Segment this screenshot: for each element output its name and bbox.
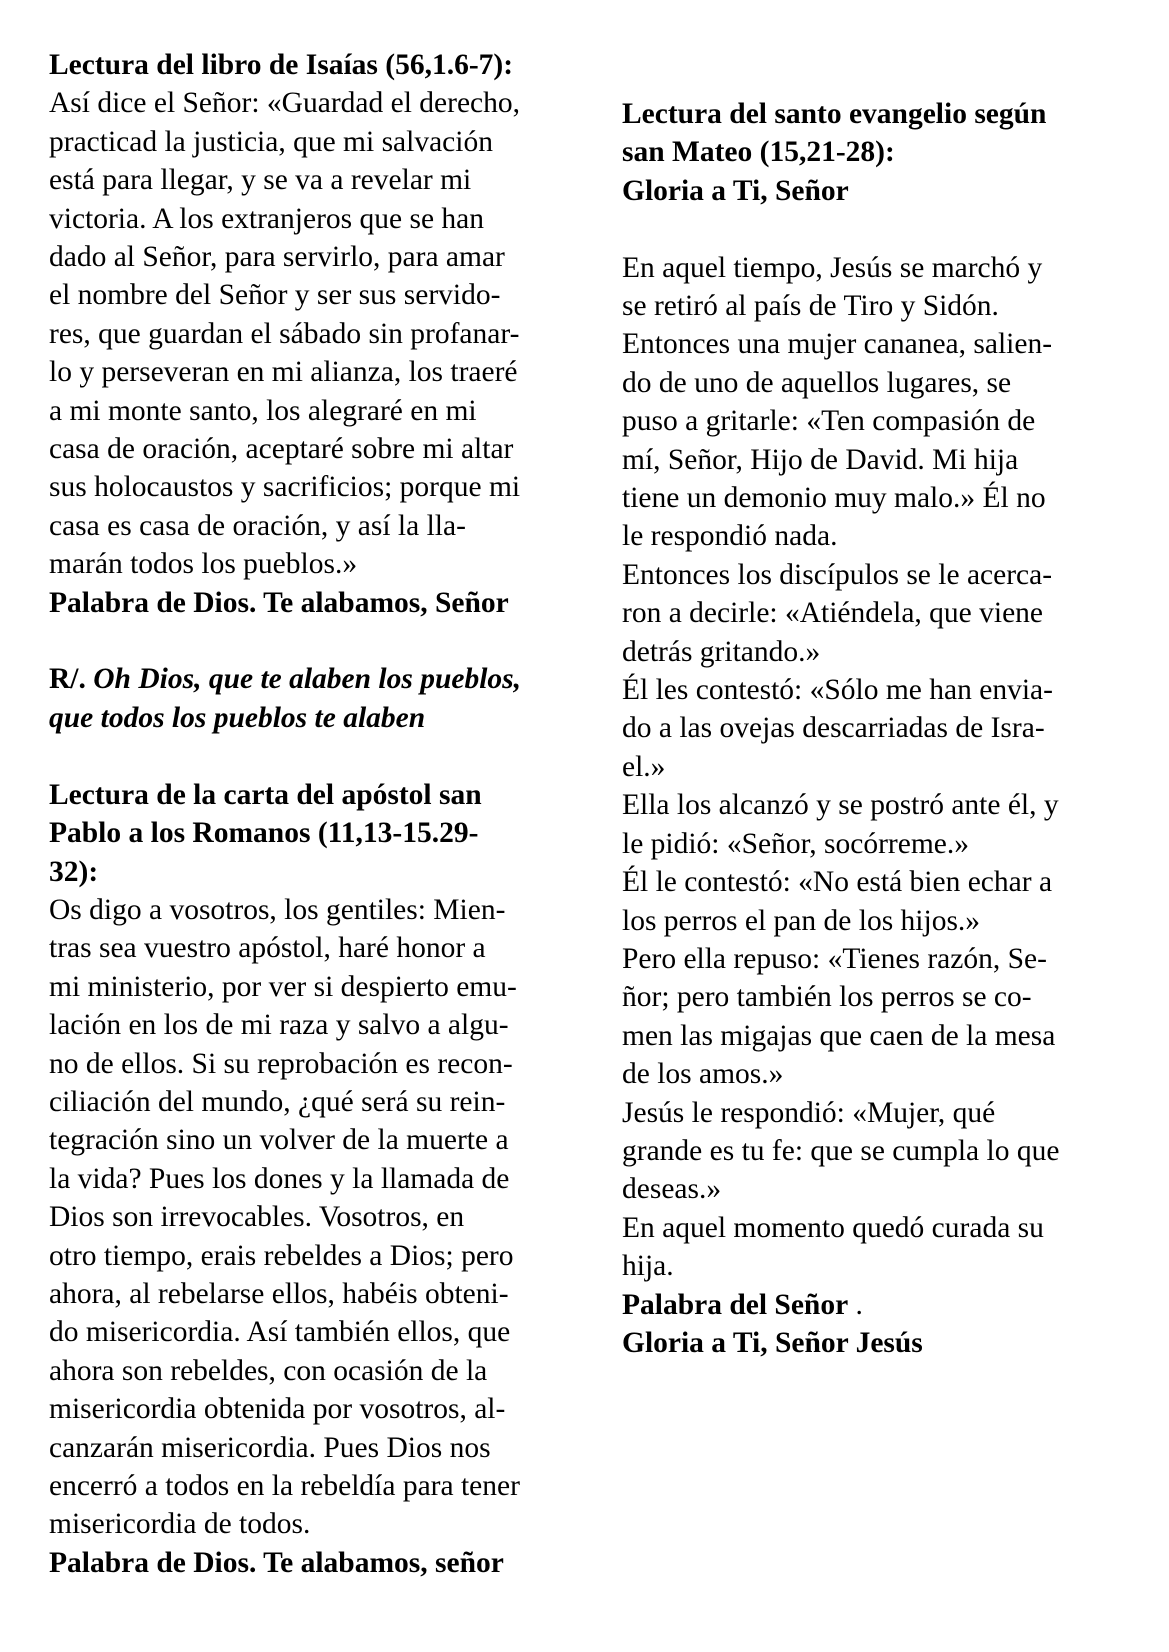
romanos-line: no de ellos. Si su reprobación es recon- xyxy=(49,1047,513,1080)
isaias-line: res, que guardan el sábado sin profanar- xyxy=(49,317,520,350)
romanos-heading-line: Lectura de la carta del apóstol san xyxy=(49,778,482,811)
left-column xyxy=(49,46,609,1582)
romanos-line: misericordia obtenida por vosotros, al- xyxy=(49,1393,506,1426)
isaias-line: dado al Señor, para servirlo, para amar xyxy=(49,241,505,274)
evangelio-line: detrás gritando.» xyxy=(622,635,821,668)
romanos-line: Dios son irrevocables. Vosotros, en xyxy=(49,1201,465,1234)
evangelio-line: Entonces una mujer cananea, salien- xyxy=(622,328,1053,361)
evangelio-body xyxy=(622,249,1142,1286)
evangelio-line: do a las ovejas descarriadas de Isra- xyxy=(622,712,1045,745)
romanos-line: otro tiempo, erais rebeldes a Dios; pero xyxy=(49,1239,514,1272)
isaias-line: el nombre del Señor y ser sus servido- xyxy=(49,279,501,312)
evangelio-line: En aquel tiempo, Jesús se marchó y xyxy=(622,251,1043,284)
evangelio-line: En aquel momento quedó curada su xyxy=(622,1211,1044,1244)
evangelio-line: los perros el pan de los hijos.» xyxy=(622,904,981,937)
romanos-heading-line: 32): xyxy=(49,855,99,888)
evangelio-heading-line: Lectura del santo evangelio según xyxy=(622,98,1047,130)
evangelio-line: tiene un demonio muy malo.» Él no xyxy=(622,482,1046,515)
salmo-prefix: R/. xyxy=(49,663,86,696)
spacer xyxy=(622,210,1142,248)
isaias-line: marán todos los pueblos.» xyxy=(49,548,358,581)
isaias-line: a mi monte santo, los alegraré en mi xyxy=(49,394,477,427)
isaias-line: casa de oración, aceptaré sobre mi altar xyxy=(49,433,514,466)
isaias-body xyxy=(49,84,609,583)
romanos-line: la vida? Pues los dones y la llamada de xyxy=(49,1162,510,1195)
romanos-line: mi ministerio, por ver si despierto emu- xyxy=(49,970,517,1003)
romanos-line: ahora, al rebelarse ellos, habéis obteni- xyxy=(49,1277,509,1310)
romanos-line: canzarán misericordia. Pues Dios nos xyxy=(49,1431,491,1464)
evangelio-closing-tail: . xyxy=(848,1288,863,1321)
romanos-body xyxy=(49,891,609,1544)
spacer xyxy=(49,737,609,775)
isaias-closing: Palabra de Dios. Te alabamos, Señor xyxy=(49,586,509,619)
evangelio-closing-bold: Palabra del Señor xyxy=(622,1288,849,1321)
evangelio-line: Entonces los discípulos se le acerca- xyxy=(622,558,1053,591)
isaias-line: practicad la justicia, que mi salvación xyxy=(49,125,493,158)
evangelio-line: le respondió nada. xyxy=(622,520,838,553)
salmo-response-line-1 xyxy=(49,660,609,698)
evangelio-closing-response: Gloria a Ti, Señor Jesús xyxy=(622,1326,923,1359)
romanos-line: tegración sino un volver de la muerte a xyxy=(49,1124,509,1157)
isaias-line: casa es casa de oración, y así la lla- xyxy=(49,509,466,542)
evangelio-line: Él le contestó: «No está bien echar a xyxy=(622,866,1053,899)
salmo-response-text: Oh Dios, que te alaben los pueblos, xyxy=(93,663,522,696)
romanos-line: encerró a todos en la rebeldía para tener xyxy=(49,1470,520,1502)
romanos-line: ahora son rebeldes, con ocasión de la xyxy=(49,1354,488,1387)
evangelio-line: el.» xyxy=(622,750,666,783)
romanos-line: Os digo a vosotros, los gentiles: Mien- xyxy=(49,893,506,926)
evangelio-line: Jesús le respondió: «Mujer, qué xyxy=(622,1096,996,1129)
isaias-line: victoria. A los extranjeros que se han xyxy=(49,202,485,235)
evangelio-line: grande es tu fe: que se cumpla lo que xyxy=(622,1134,1060,1167)
evangelio-line: ñor; pero también los perros se co- xyxy=(622,981,1032,1014)
evangelio-line: deseas.» xyxy=(622,1173,722,1206)
romanos-line: ciliación del mundo, ¿qué será su rein- xyxy=(49,1085,506,1118)
evangelio-closing xyxy=(622,1286,1142,1324)
evangelio-line: se retiró al país de Tiro y Sidón. xyxy=(622,290,999,323)
romanos-line: tras sea vuestro apóstol, haré honor a xyxy=(49,932,486,965)
salmo-response-line-2: que todos los pueblos te alaben xyxy=(49,701,426,734)
evangelio-line: Él les contestó: «Sólo me han envia- xyxy=(622,674,1053,707)
isaias-line: Así dice el Señor: «Guardad el derecho, xyxy=(49,87,521,120)
romanos-heading xyxy=(49,776,609,891)
evangelio-line: do de uno de aquellos lugares, se xyxy=(622,366,1012,399)
evangelio-line: hija. xyxy=(622,1250,674,1283)
evangelio-heading xyxy=(622,95,1142,210)
romanos-closing: Palabra de Dios. Te alabamos, señor xyxy=(49,1546,504,1579)
isaias-line: sus holocaustos y sacrificios; porque mi xyxy=(49,471,521,504)
isaias-line: está para llegar, y se va a revelar mi xyxy=(49,164,472,197)
romanos-line: do misericordia. Así también ellos, que xyxy=(49,1316,511,1349)
romanos-heading-line: Pablo a los Romanos (11,13-15.29- xyxy=(49,817,479,850)
spacer xyxy=(49,622,609,660)
evangelio-line: mí, Señor, Hijo de David. Mi hija xyxy=(622,443,1019,476)
evangelio-line: de los amos.» xyxy=(622,1058,784,1091)
evangelio-line: puso a gritarle: «Ten compasión de xyxy=(622,405,1036,438)
right-column xyxy=(622,95,1142,1362)
evangelio-line: Pero ella repuso: «Tienes razón, Se- xyxy=(622,942,1047,975)
romanos-line: misericordia de todos. xyxy=(49,1508,311,1541)
evangelio-line: ron a decirle: «Atiéndela, que viene xyxy=(622,597,1044,630)
evangelio-line: le pidió: «Señor, socórreme.» xyxy=(622,827,969,860)
evangelio-line: men las migajas que caen de la mesa xyxy=(622,1019,1056,1052)
isaias-heading: Lectura del libro de Isaías (56,1.6-7): xyxy=(49,49,514,81)
evangelio-line: Ella los alcanzó y se postró ante él, y xyxy=(622,789,1059,822)
evangelio-acclamation: Gloria a Ti, Señor xyxy=(622,174,849,207)
evangelio-heading-line: san Mateo (15,21-28): xyxy=(622,136,895,169)
isaias-line: lo y perseveran en mi alianza, los traeré xyxy=(49,356,518,389)
romanos-line: lación en los de mi raza y salvo a algu- xyxy=(49,1009,509,1042)
